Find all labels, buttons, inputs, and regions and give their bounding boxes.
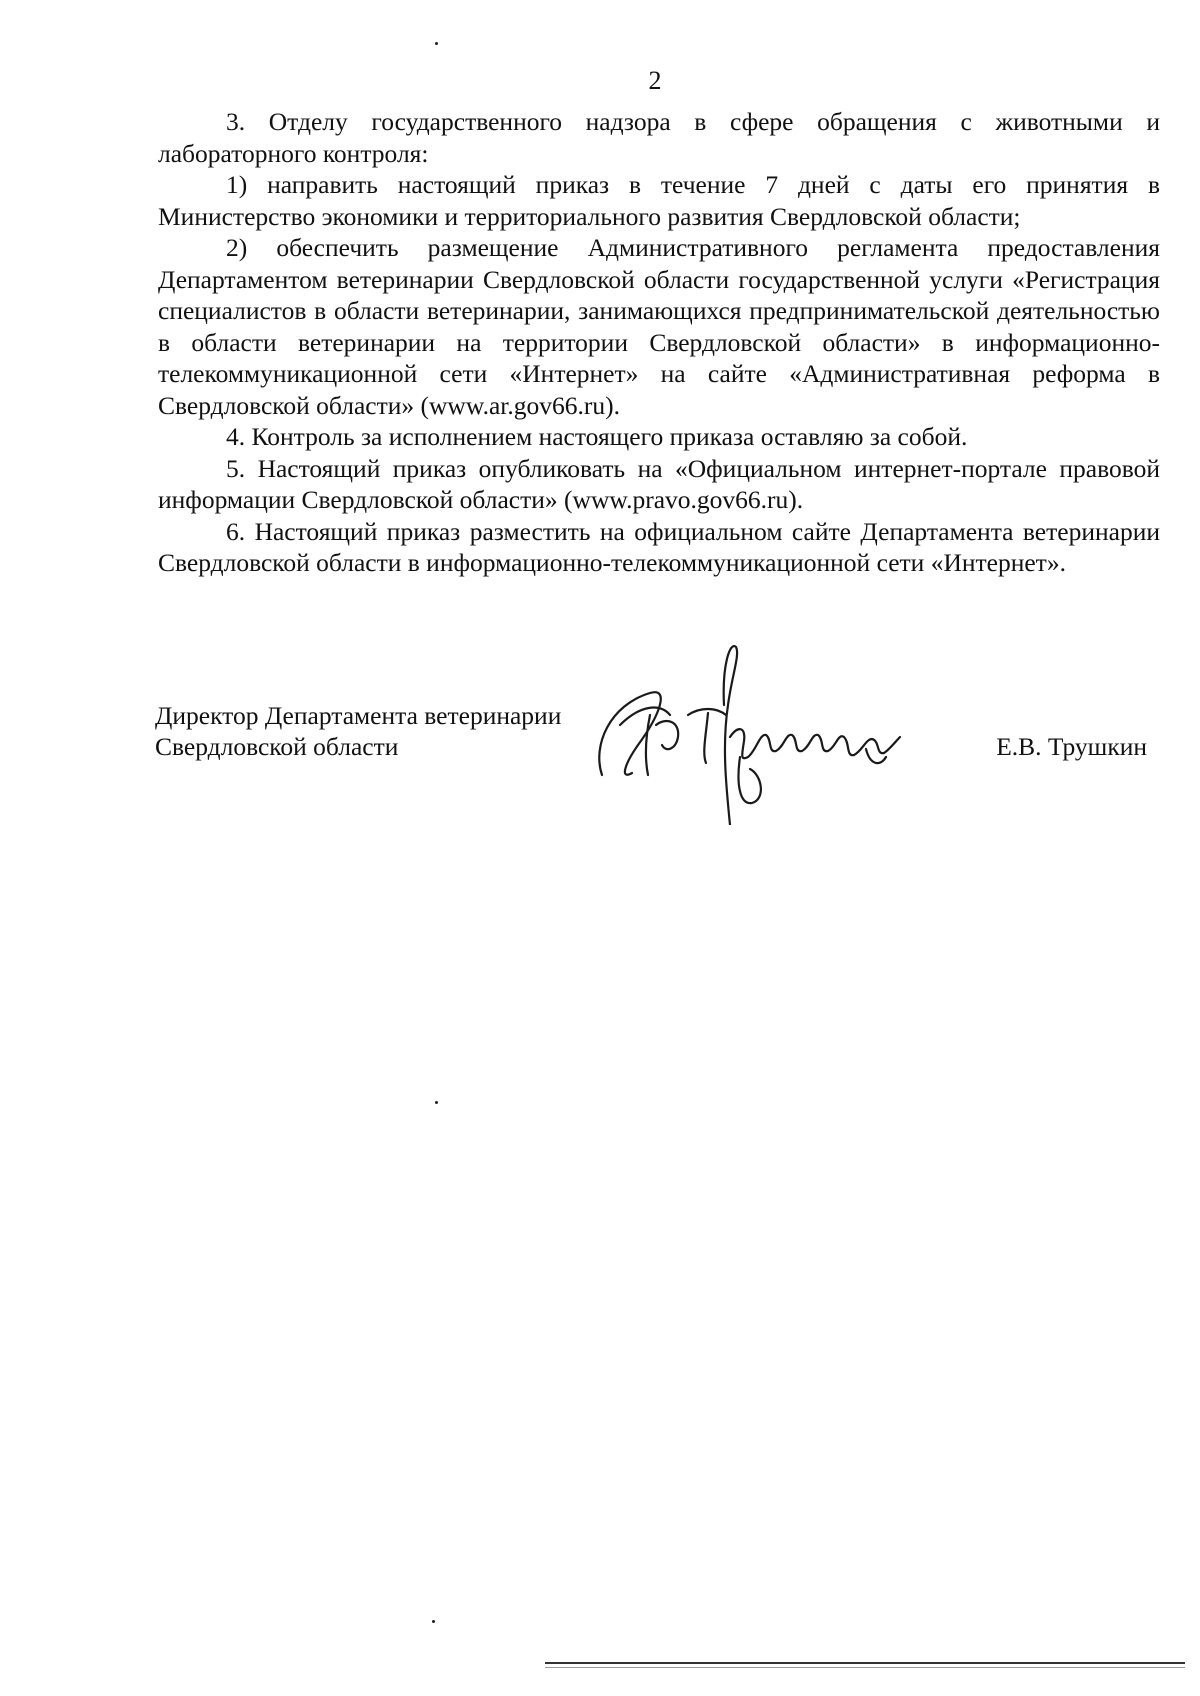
signer-name: Е.В. Трушкин (996, 732, 1147, 761)
handwritten-signature (590, 645, 910, 825)
bottom-rule (545, 1662, 1185, 1664)
bottom-rule-secondary (545, 1667, 1185, 1668)
signer-position-line-1: Директор Департамента ветеринарии (155, 701, 562, 730)
signer-position (155, 700, 561, 762)
scan-speck (432, 1620, 435, 1623)
paragraph-subitem-2: 2) обеспечить размещение Административного регламента предоставления Департаментом ветеринарии Свердловской области государственной услуги «Регистрация специалистов в области ветеринарии, занимающихся предпринимательской деятельностью в области ветеринарии на территории Свердловской области» в информационно-телекоммуникационной сети «Интернет» на сайте «Административная реформа в Свердловской области» (www.ar.gov66.ru). (158, 233, 1160, 420)
page-number: 2 (648, 66, 662, 95)
paragraph-item-3: 3. Отделу государственного надзора в сфере обращения с животными и лабораторного контроля: (158, 107, 1160, 168)
scan-speck (435, 42, 438, 45)
paragraph-item-6: 6. Настоящий приказ разместить на официальном сайте Департамента ветеринарии Свердловской области в информационно-телекоммуникационной сети «Интернет». (158, 516, 1160, 577)
scan-speck (435, 1101, 438, 1104)
paragraph-item-4: 4. Контроль за исполнением настоящего приказа оставляю за собой. (226, 422, 968, 451)
paragraph-subitem-1: 1) направить настоящий приказ в течение 7 дней с даты его принятия в Министерство экономики и территориального развития Свердловской области; (158, 170, 1160, 231)
document-body (158, 106, 1160, 579)
paragraph-item-5: 5. Настоящий приказ опубликовать на «Официальном интернет-портале правовой информации Свердловской области» (www.pravo.gov66.ru). (158, 453, 1160, 514)
signer-position-line-2: Свердловской области (155, 732, 399, 761)
